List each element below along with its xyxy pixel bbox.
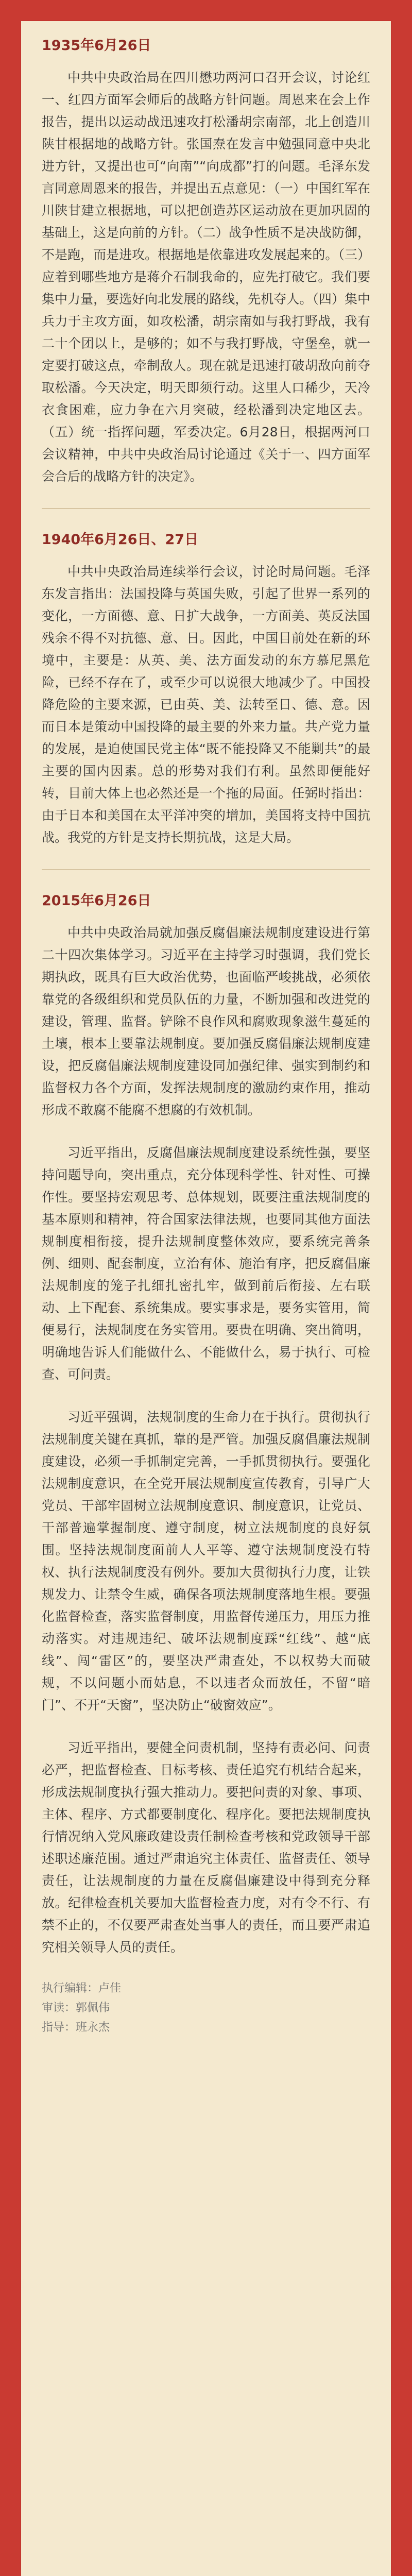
history-entry-1935 [42,36,370,487]
credit-supervisor: 指导：班永杰 [42,2021,110,2034]
credits-block [42,1979,370,2038]
section-divider [42,508,370,509]
history-entry-1940 [42,530,370,849]
entry-paragraph: 习近平指出，要健全问责机制，坚持有责必问、问责必严，把监督检查、目标考核、责任追究有机结合起来，形成法规制度执行强大推动力。要把问责的对象、事项、主体、程序、方式都要制度化、程序化。要把法规制度执行情况纳入党风廉政建设责任制检查考核和党政领导干部述职述廉范围。通过严肃追究主体责任、监督责任、领导责任，让法规制度的力量在反腐倡廉建设中得到充分释放。纪律检查机关要加大监督检查力度，对有令不行、有禁不止的，不仅要严肃查处当事人的责任，而且要严肃追究相关领导人员的责任。 [42,1740,370,1955]
entry-date: 1935年6月26日 [42,38,151,54]
entry-paragraph: 中共中央政治局就加强反腐倡廉法规制度建设进行第二十四次集体学习。习近平在主持学习时强调，我们党长期执政，既具有巨大政治优势，也面临严峻挑战，必须依靠党的各级组织和党员队伍的力量，不断加强和改进党的建设，管理、监督。铲除不良作风和腐败现象滋生蔓延的土壤，根本上要靠法规制度。要加强反腐倡廉法规制度建设，把反腐倡廉法规制度建设同加强纪律、强实到制约和监督权力各个方面，发挥法规制度的激励约束作用，推动形成不敢腐不能腐不想腐的有效机制。 [42,925,370,1117]
entry-date: 1940年6月26日、27日 [42,532,199,548]
history-entry-2015 [42,891,370,1958]
article-panel [21,21,391,2576]
entry-date: 2015年6月26日 [42,893,151,909]
entry-paragraph: 习近平指出，反腐倡廉法规制度建设系统性强，要坚持问题导向，突出重点，充分体现科学性、针对性、可操作性。要坚持宏观思考、总体规划，既要注重法规制度的基本原则和精神，符合国家法律法规，也要同其他方面法规制度相衔接，提升法规制度整体效应，要系统完善条例、细则、配套制度，立治有体、施治有序，把反腐倡廉法规制度的笼子扎细扎密扎牢，做到前后衔接、左右联动、上下配套、系统集成。要实事求是，要务实管用，简便易行，法规制度在务实管用。要贵在明确、突出简明，明确地告诉人们能做什么、不能做什么，易于执行、可检查、可问责。 [42,1145,370,1382]
credit-editor: 执行编辑：卢佳 [42,1982,122,1995]
section-divider [42,869,370,870]
credit-reviewer: 审读：郭佩伟 [42,2002,110,2014]
entry-paragraph: 习近平强调，法规制度的生命力在于执行。贯彻执行法规制度关键在真抓，靠的是严管。加强反腐倡廉法规制度建设，必须一手抓制定完善，一手抓贯彻执行。要强化法规制度意识，在全党开展法规制度宣传教育，引导广大党员、干部牢固树立法规制度意识、制度意识，让党员、干部普遍掌握制度、遵守制度，树立法规制度的良好氛围。坚持法规制度面前人人平等、遵守法规制度没有特权、执行法规制度没有例外。要加大贯彻执行力度，让铁规发力、让禁令生威，确保各项法规制度落地生根。要强化监督检查，落实监督制度，用监督传递压力，用压力推动落实。对违规违纪、破坏法规制度踩“红线”、越“底线”、闯“雷区”的，要坚决严肃查处，不以权势大而破规，不以问题小而姑息，不以违者众而放任，不留“暗门”、不开“天窗”，坚决防止“破窗效应”。 [42,1410,370,1713]
entry-paragraph: 中共中央政治局在四川懋功两河口召开会议，讨论红一、红四方面军会师后的战略方针问题。周恩来在会上作报告，提出以运动战迅速攻打松潘胡宗南部，北上创造川陕甘根据地的战略方针。张国焘在发言中勉强同意中央北进方针，又提出也可“向南”“向成都”打的问题。毛泽东发言同意周恩来的报告，并提出五点意见：（一）中国红军在川陕甘建立根据地，可以把创造苏区运动放在更加巩固的基础上，这是向前的方针。（二）战争性质不是决战防御，不是跑，而是进攻。根据地是依靠进攻发展起来的。（三）应着到哪些地方是蒋介石制我命的，应先打破它。我们要集中力量，要选好向北发展的路线，先机夺人。（四）集中兵力于主攻方面，如攻松潘，胡宗南如与我打野战，我有二十个团以上，是够的；如不与我打野战，守堡垒，就一定要打破这点，牵制敌人。现在就是迅速打破胡敌向前夺取松潘。今天决定，明天即须行动。这里人口稀少，天冷衣食困难，应力争在六月突破，经松潘到决定地区去。（五）统一指挥问题，军委决定。6月28日，根据两河口会议精神，中共中央政治局讨论通过《关于一、四方面军会合后的战略方针的决定》。 [42,70,370,484]
entry-paragraph: 中共中央政治局连续举行会议，讨论时局问题。毛泽东发言指出：法国投降与英国失败，引起了世界一系列的变化，一方面德、意、日扩大战争，一方面美、英反法国残余不得不对抗德、意、日。因此，中国目前处在新的环境中，主要是：从英、美、法方面发动的东方慕尼黑危险，已经不存在了，或至少可以说很大地减少了。中国投降危险的主要来源，已由英、美、法转至日、德、意。因而日本是策动中国投降的最主要的外来力量。共产党力量的发展，是迫使国民党主体“既不能投降又不能剿共”的最主要的国内因素。总的形势对我们有利。虽然即便能好转，目前大体上也必然还是一个拖的局面。任弼时指出：由于日本和美国在太平洋冲突的增加，美国将支持中国抗战。我党的方针是支持长期抗战，这是大局。 [42,564,370,845]
